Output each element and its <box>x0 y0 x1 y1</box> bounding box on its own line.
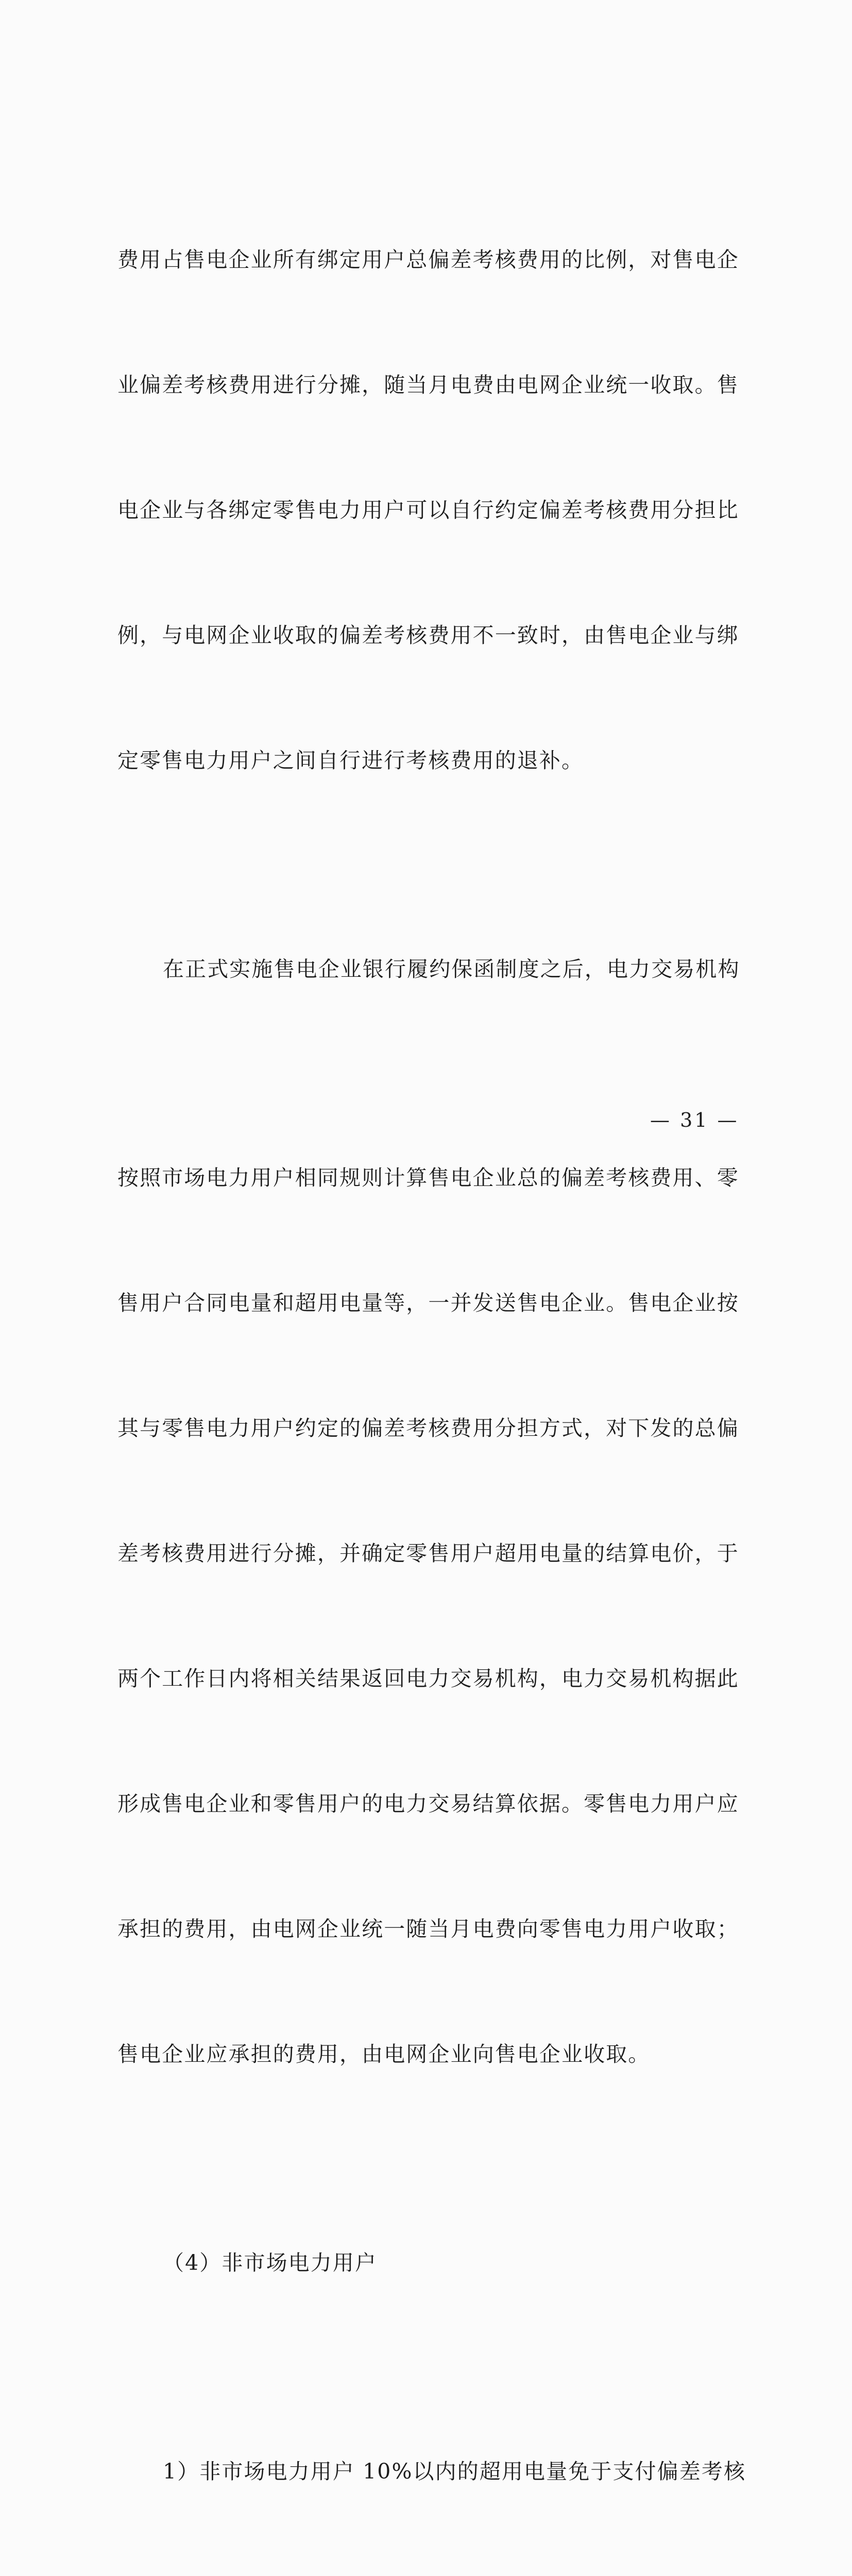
text-line: 1）非市场电力用户 10%以内的超用电量免于支付偏差考核 <box>163 2459 746 2484</box>
text-line: 售电企业应承担的费用，由电网企业向售电企业收取。 <box>117 2042 651 2066</box>
text-line: 费用占售电企业所有绑定用户总偏差考核费用的比例，对售电企 <box>117 247 739 272</box>
page-number: — 31 — <box>650 1109 739 1131</box>
text-line: 例，与电网企业收取的偏差考核费用不一致时，由售电企业与绑 <box>117 623 739 648</box>
paragraph <box>117 1074 754 2159</box>
text-line: 承担的费用，由电网企业统一随当月电费向零售电力用户收取； <box>117 1917 739 1941</box>
text-line: 其与零售电力用户约定的偏差考核费用分担方式，对下发的总偏 <box>117 1416 739 1440</box>
text-line: 电企业与各绑定零售电力用户可以自行约定偏差考核费用分担比 <box>117 498 739 522</box>
paragraph <box>117 2367 754 2576</box>
text-line: 按照市场电力用户相同规则计算售电企业总的偏差考核费用、零 <box>117 1165 739 1190</box>
text-line: 差考核费用进行分摊，并确定零售用户超用电量的结算电价，于 <box>117 1541 739 1566</box>
paragraph <box>117 156 754 865</box>
text-line: 业偏差考核费用进行分摊，随当月电费由电网企业统一收取。售 <box>117 372 739 397</box>
text-line: 在正式实施售电企业银行履约保函制度之后，电力交易机构 <box>163 957 740 981</box>
text-line: 形成售电企业和零售用户的电力交易结算依据。零售电力用户应 <box>117 1791 739 1816</box>
body-text <box>117 156 754 2576</box>
text-line: 两个工作日内将相关结果返回电力交易机构，电力交易机构据此 <box>117 1666 739 1691</box>
text-line: （4）非市场电力用户 <box>163 2250 378 2275</box>
text-line: 定零售电力用户之间自行进行考核费用的退补。 <box>117 748 584 773</box>
paragraph <box>117 865 754 1074</box>
text-line: 售用户合同电量和超用电量等，一并发送售电企业。售电企业按 <box>117 1291 739 1315</box>
section-heading <box>117 2159 754 2367</box>
